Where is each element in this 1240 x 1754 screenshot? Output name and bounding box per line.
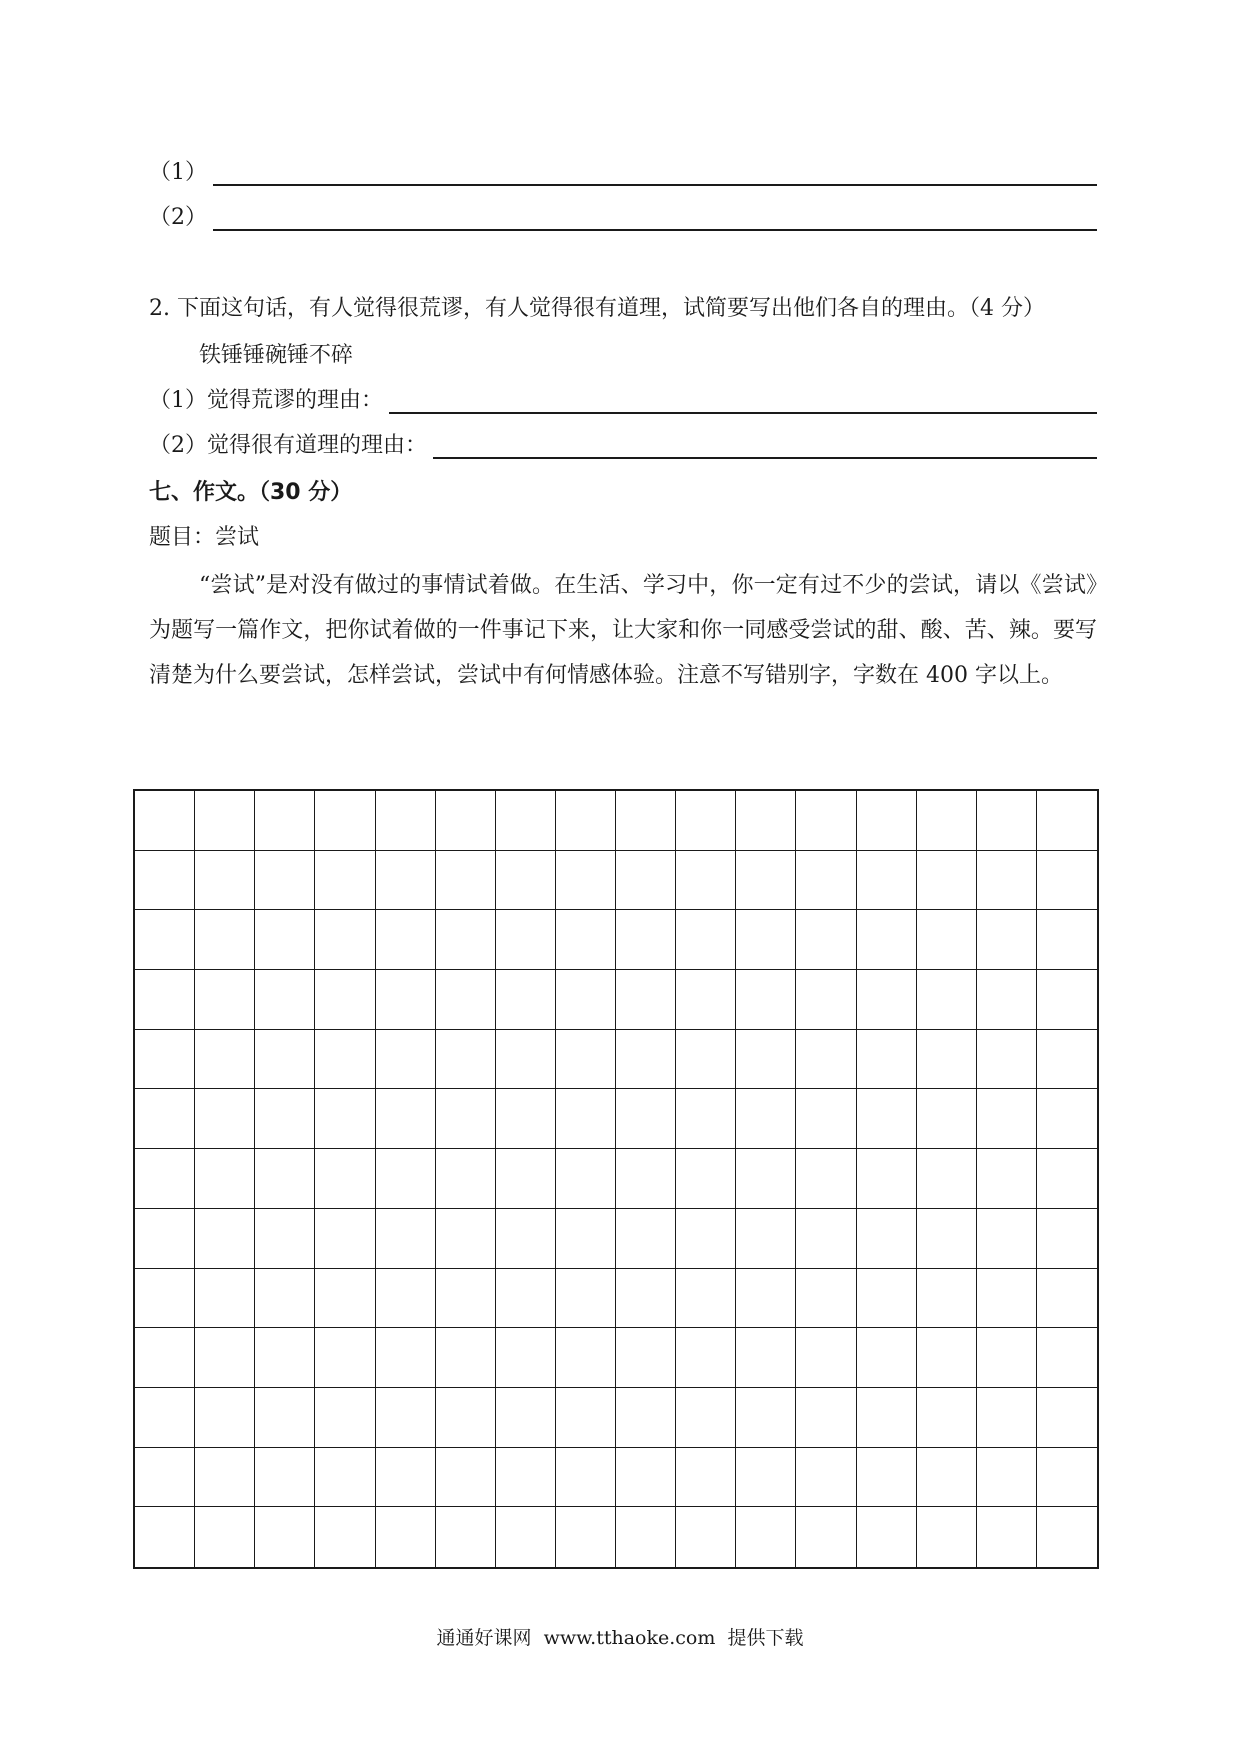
grid-cell[interactable]	[857, 1209, 917, 1269]
grid-cell[interactable]	[1037, 910, 1097, 970]
grid-cell[interactable]	[676, 1507, 736, 1567]
grid-cell[interactable]	[736, 970, 796, 1030]
grid-cell[interactable]	[616, 1209, 676, 1269]
grid-cell[interactable]	[135, 970, 195, 1030]
grid-cell[interactable]	[496, 1507, 556, 1567]
grid-cell[interactable]	[917, 1507, 977, 1567]
grid-cell[interactable]	[556, 1388, 616, 1448]
grid-cell[interactable]	[857, 791, 917, 851]
grid-cell[interactable]	[857, 1149, 917, 1209]
grid-cell[interactable]	[436, 1209, 496, 1269]
grid-cell[interactable]	[496, 1448, 556, 1508]
grid-cell[interactable]	[135, 851, 195, 911]
grid-cell[interactable]	[616, 1269, 676, 1329]
grid-cell[interactable]	[135, 1388, 195, 1448]
grid-cell[interactable]	[917, 1328, 977, 1388]
grid-cell[interactable]	[195, 970, 255, 1030]
grid-cell[interactable]	[917, 1448, 977, 1508]
grid-cell[interactable]	[376, 1507, 436, 1567]
grid-cell[interactable]	[1037, 1328, 1097, 1388]
grid-cell[interactable]	[315, 1507, 375, 1567]
grid-cell[interactable]	[676, 1149, 736, 1209]
grid-cell[interactable]	[255, 851, 315, 911]
grid-cell[interactable]	[917, 1269, 977, 1329]
grid-cell[interactable]	[917, 1089, 977, 1149]
grid-cell[interactable]	[496, 1089, 556, 1149]
grid-cell[interactable]	[796, 1328, 856, 1388]
grid-cell[interactable]	[676, 1328, 736, 1388]
grid-cell[interactable]	[315, 791, 375, 851]
grid-cell[interactable]	[436, 1507, 496, 1567]
grid-cell[interactable]	[315, 1388, 375, 1448]
grid-cell[interactable]	[255, 1507, 315, 1567]
grid-cell[interactable]	[796, 791, 856, 851]
q1-answer-1-blank[interactable]	[213, 162, 1097, 186]
grid-cell[interactable]	[736, 1388, 796, 1448]
grid-cell[interactable]	[736, 1448, 796, 1508]
grid-cell[interactable]	[195, 1089, 255, 1149]
grid-cell[interactable]	[796, 1388, 856, 1448]
grid-cell[interactable]	[676, 1388, 736, 1448]
grid-cell[interactable]	[977, 910, 1037, 970]
grid-cell[interactable]	[616, 1328, 676, 1388]
q2-sentence: 铁锤锤碗锤不碎	[199, 343, 354, 368]
grid-cell[interactable]	[436, 1388, 496, 1448]
grid-cell[interactable]	[676, 791, 736, 851]
grid-cell[interactable]	[736, 1507, 796, 1567]
grid-cell[interactable]	[496, 1149, 556, 1209]
grid-cell[interactable]	[1037, 1269, 1097, 1329]
section7-heading: 七、作文。（30 分）	[149, 480, 353, 505]
grid-cell[interactable]	[977, 1209, 1037, 1269]
grid-cell[interactable]	[255, 1388, 315, 1448]
grid-cell[interactable]	[977, 791, 1037, 851]
grid-cell[interactable]	[496, 1209, 556, 1269]
grid-cell[interactable]	[556, 1089, 616, 1149]
grid-cell[interactable]	[917, 910, 977, 970]
grid-cell[interactable]	[195, 1030, 255, 1090]
grid-cell[interactable]	[616, 1149, 676, 1209]
grid-cell[interactable]	[315, 970, 375, 1030]
grid-cell[interactable]	[1037, 851, 1097, 911]
grid-cell[interactable]	[556, 1209, 616, 1269]
grid-cell[interactable]	[556, 1507, 616, 1567]
grid-cell[interactable]	[736, 1149, 796, 1209]
grid-cell[interactable]	[857, 1388, 917, 1448]
grid-cell[interactable]	[796, 970, 856, 1030]
grid-cell[interactable]	[977, 970, 1037, 1030]
grid-cell[interactable]	[195, 791, 255, 851]
grid-cell[interactable]	[676, 1030, 736, 1090]
grid-cell[interactable]	[736, 910, 796, 970]
q1-answer-2-blank[interactable]	[213, 207, 1097, 231]
grid-cell[interactable]	[796, 1089, 856, 1149]
grid-cell[interactable]	[496, 1030, 556, 1090]
grid-cell[interactable]	[977, 851, 1037, 911]
q1-answer-1-label: （1）	[149, 160, 207, 185]
grid-cell[interactable]	[195, 1149, 255, 1209]
grid-cell[interactable]	[556, 1269, 616, 1329]
grid-cell[interactable]	[736, 851, 796, 911]
grid-cell[interactable]	[616, 1089, 676, 1149]
grid-cell[interactable]	[376, 970, 436, 1030]
grid-cell[interactable]	[315, 1269, 375, 1329]
grid-cell[interactable]	[917, 970, 977, 1030]
grid-cell[interactable]	[1037, 1149, 1097, 1209]
grid-cell[interactable]	[255, 1328, 315, 1388]
grid-cell[interactable]	[1037, 1089, 1097, 1149]
grid-cell[interactable]	[255, 1269, 315, 1329]
grid-cell[interactable]	[315, 1209, 375, 1269]
grid-cell[interactable]	[1037, 970, 1097, 1030]
essay-topic: 题目：尝试	[149, 525, 260, 550]
grid-cell[interactable]	[917, 791, 977, 851]
grid-cell[interactable]	[436, 1448, 496, 1508]
composition-grid[interactable]	[133, 789, 1099, 1569]
grid-cell[interactable]	[496, 1328, 556, 1388]
grid-cell[interactable]	[1037, 1030, 1097, 1090]
grid-cell[interactable]	[135, 1507, 195, 1567]
grid-cell[interactable]	[616, 910, 676, 970]
grid-cell[interactable]	[736, 1209, 796, 1269]
grid-cell[interactable]	[796, 1507, 856, 1567]
grid-cell[interactable]	[917, 1030, 977, 1090]
grid-cell[interactable]	[556, 851, 616, 911]
grid-cell[interactable]	[376, 1030, 436, 1090]
grid-cell[interactable]	[135, 910, 195, 970]
grid-cell[interactable]	[616, 1030, 676, 1090]
grid-cell[interactable]	[315, 1328, 375, 1388]
grid-cell[interactable]	[556, 970, 616, 1030]
grid-cell[interactable]	[857, 1089, 917, 1149]
grid-cell[interactable]	[917, 1388, 977, 1448]
grid-cell[interactable]	[857, 910, 917, 970]
grid-cell[interactable]	[1037, 1507, 1097, 1567]
grid-cell[interactable]	[977, 1448, 1037, 1508]
grid-cell[interactable]	[616, 970, 676, 1030]
grid-cell[interactable]	[796, 851, 856, 911]
grid-cell[interactable]	[676, 1269, 736, 1329]
grid-cell[interactable]	[977, 1328, 1037, 1388]
grid-cell[interactable]	[676, 851, 736, 911]
grid-cell[interactable]	[977, 1089, 1037, 1149]
grid-cell[interactable]	[676, 910, 736, 970]
grid-cell[interactable]	[195, 1448, 255, 1508]
footer-source: 通通好课网 www.tthaoke.com 提供下载	[436, 1627, 804, 1649]
grid-cell[interactable]	[857, 1328, 917, 1388]
grid-cell[interactable]	[556, 1328, 616, 1388]
grid-cell[interactable]	[255, 1209, 315, 1269]
grid-cell[interactable]	[796, 1448, 856, 1508]
grid-cell[interactable]	[616, 1507, 676, 1567]
grid-cell[interactable]	[315, 910, 375, 970]
grid-cell[interactable]	[135, 1089, 195, 1149]
grid-cell[interactable]	[255, 1448, 315, 1508]
grid-cell[interactable]	[556, 1448, 616, 1508]
grid-cell[interactable]	[977, 1507, 1037, 1567]
grid-cell[interactable]	[496, 1269, 556, 1329]
grid-cell[interactable]	[135, 791, 195, 851]
grid-cell[interactable]	[496, 791, 556, 851]
grid-cell[interactable]	[616, 1448, 676, 1508]
grid-cell[interactable]	[195, 1507, 255, 1567]
grid-cell[interactable]	[736, 1328, 796, 1388]
grid-cell[interactable]	[436, 791, 496, 851]
grid-cell[interactable]	[376, 1388, 436, 1448]
q2-answer-2[interactable]	[149, 431, 1097, 461]
grid-cell[interactable]	[436, 1089, 496, 1149]
grid-cell[interactable]	[376, 1089, 436, 1149]
grid-cell[interactable]	[135, 1269, 195, 1329]
grid-cell[interactable]	[376, 791, 436, 851]
q2-answer-2-blank[interactable]	[433, 435, 1097, 459]
q2-prompt: 2. 下面这句话，有人觉得很荒谬，有人觉得很有道理，试简要写出他们各自的理由。（4 分）	[149, 296, 1045, 321]
grid-cell[interactable]	[556, 1149, 616, 1209]
grid-cell[interactable]	[917, 1209, 977, 1269]
grid-cell[interactable]	[255, 1149, 315, 1209]
grid-cell[interactable]	[315, 1149, 375, 1209]
grid-cell[interactable]	[376, 1328, 436, 1388]
grid-cell[interactable]	[917, 851, 977, 911]
grid-cell[interactable]	[376, 1448, 436, 1508]
grid-cell[interactable]	[736, 1089, 796, 1149]
grid-cell[interactable]	[496, 970, 556, 1030]
grid-cell[interactable]	[436, 1030, 496, 1090]
grid-cell[interactable]	[796, 1030, 856, 1090]
grid-cell[interactable]	[436, 1149, 496, 1209]
grid-cell[interactable]	[676, 1089, 736, 1149]
grid-cell[interactable]	[135, 1149, 195, 1209]
grid-cell[interactable]	[977, 1030, 1037, 1090]
q2-answer-1-blank[interactable]	[389, 390, 1097, 414]
grid-cell[interactable]	[255, 970, 315, 1030]
grid-cell[interactable]	[977, 1149, 1037, 1209]
grid-cell[interactable]	[376, 1269, 436, 1329]
q1-answer-1[interactable]	[149, 158, 1097, 188]
grid-cell[interactable]	[255, 910, 315, 970]
grid-cell[interactable]	[796, 1149, 856, 1209]
grid-cell[interactable]	[195, 1209, 255, 1269]
grid-cell[interactable]	[676, 1209, 736, 1269]
grid-cell[interactable]	[195, 1388, 255, 1448]
essay-instructions: “尝试”是对没有做过的事情试着做。在生活、学习中，你一定有过不少的尝试，请以《尝试》为题写一篇作文，把你试着做的一件事记下来，让大家和你一同感受尝试的甜、酸、苦、辣。要写清楚为什么要尝试，怎样尝试，尝试中有何情感体验。注意不写错别字，字数在 400 字以上。	[149, 573, 1097, 688]
grid-cell[interactable]	[315, 1448, 375, 1508]
grid-cell[interactable]	[436, 970, 496, 1030]
grid-cell[interactable]	[857, 851, 917, 911]
grid-cell[interactable]	[556, 910, 616, 970]
grid-cell[interactable]	[676, 1448, 736, 1508]
grid-cell[interactable]	[376, 910, 436, 970]
grid-cell[interactable]	[255, 1030, 315, 1090]
grid-cell[interactable]	[195, 1328, 255, 1388]
grid-cell[interactable]	[1037, 1388, 1097, 1448]
q2-answer-1-label: （1）觉得荒谬的理由：	[149, 388, 383, 413]
grid-cell[interactable]	[436, 851, 496, 911]
q1-answer-2[interactable]	[149, 203, 1097, 233]
grid-cell[interactable]	[315, 1030, 375, 1090]
grid-cell[interactable]	[556, 1030, 616, 1090]
grid-cell[interactable]	[255, 791, 315, 851]
grid-cell[interactable]	[135, 1030, 195, 1090]
grid-cell[interactable]	[857, 1269, 917, 1329]
grid-cell[interactable]	[796, 910, 856, 970]
grid-cell[interactable]	[977, 1269, 1037, 1329]
grid-cell[interactable]	[496, 1388, 556, 1448]
q2-answer-1[interactable]	[149, 386, 1097, 416]
grid-cell[interactable]	[676, 970, 736, 1030]
grid-cell[interactable]	[436, 1328, 496, 1388]
grid-cell[interactable]	[1037, 791, 1097, 851]
grid-cell[interactable]	[195, 1269, 255, 1329]
grid-cell[interactable]	[616, 791, 676, 851]
grid-cell[interactable]	[736, 1269, 796, 1329]
q2-answer-2-label: （2）觉得很有道理的理由：	[149, 433, 427, 458]
grid-cell[interactable]	[135, 1209, 195, 1269]
grid-cell[interactable]	[917, 1149, 977, 1209]
q1-answer-2-label: （2）	[149, 205, 207, 230]
grid-cell[interactable]	[315, 1089, 375, 1149]
grid-cell[interactable]	[315, 851, 375, 911]
grid-cell[interactable]	[857, 1448, 917, 1508]
grid-cell[interactable]	[436, 1269, 496, 1329]
grid-cell[interactable]	[857, 1507, 917, 1567]
grid-cell[interactable]	[376, 1209, 436, 1269]
grid-cell[interactable]	[616, 851, 676, 911]
grid-cell[interactable]	[857, 970, 917, 1030]
grid-cell[interactable]	[496, 910, 556, 970]
grid-cell[interactable]	[796, 1269, 856, 1329]
grid-cell[interactable]	[857, 1030, 917, 1090]
grid-cell[interactable]	[255, 1089, 315, 1149]
grid-cell[interactable]	[736, 791, 796, 851]
grid-cell[interactable]	[135, 1328, 195, 1388]
grid-cell[interactable]	[977, 1388, 1037, 1448]
grid-cell[interactable]	[436, 910, 496, 970]
grid-cell[interactable]	[796, 1209, 856, 1269]
grid-cell[interactable]	[616, 1388, 676, 1448]
grid-cell[interactable]	[376, 851, 436, 911]
grid-cell[interactable]	[496, 851, 556, 911]
grid-cell[interactable]	[376, 1149, 436, 1209]
grid-cell[interactable]	[195, 851, 255, 911]
grid-cell[interactable]	[195, 910, 255, 970]
grid-cell[interactable]	[1037, 1209, 1097, 1269]
grid-cell[interactable]	[1037, 1448, 1097, 1508]
grid-cell[interactable]	[556, 791, 616, 851]
grid-cell[interactable]	[135, 1448, 195, 1508]
grid-cell[interactable]	[736, 1030, 796, 1090]
